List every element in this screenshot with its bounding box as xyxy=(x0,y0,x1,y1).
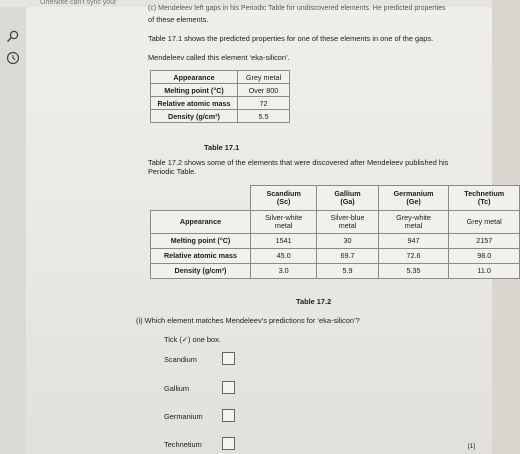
column-symbol: (Tc) xyxy=(477,197,491,206)
column-symbol: (Ga) xyxy=(340,197,355,206)
intro-cut-line: (c) Mendeleev left gaps in his Periodic Table for undiscovered elements. He predicted properties xyxy=(148,5,446,12)
column-name: Germanium xyxy=(393,189,434,198)
tick-box-technetium[interactable] xyxy=(222,437,235,450)
table-row xyxy=(151,234,520,249)
paragraph-table1-intro: Table 17.1 shows the predicted properties for one of these elements in one of the gaps. xyxy=(148,34,434,43)
table-cell xyxy=(317,211,378,234)
option-technetium-label: Technetium xyxy=(164,440,202,449)
column-symbol: (Ge) xyxy=(406,197,421,206)
document-page xyxy=(26,5,505,454)
column-symbol: (Sc) xyxy=(276,197,291,206)
table-header-cell: Density (g/cm³) xyxy=(151,264,251,279)
column-header-technetium xyxy=(449,186,520,211)
column-header-scandium xyxy=(251,186,317,211)
table-17-1 xyxy=(150,70,290,123)
table-cell: 5.5 xyxy=(238,110,290,123)
table-header-cell: Melting point (°C) xyxy=(151,234,251,249)
table-cell: Grey metal xyxy=(238,71,290,84)
table-row xyxy=(151,186,520,211)
search-icon[interactable] xyxy=(6,29,20,43)
table-row xyxy=(151,71,290,84)
table-row xyxy=(151,211,520,234)
table-17-1-caption: Table 17.1 xyxy=(204,143,240,152)
table-cell: 72 xyxy=(238,97,290,110)
cell-line: Silver-white xyxy=(265,213,303,222)
question-instruction: Tick (✓) one box. xyxy=(164,335,221,344)
table-17-2 xyxy=(150,185,520,279)
table-cell xyxy=(251,211,317,234)
marks-indicator: [1] xyxy=(468,443,476,450)
cell-line: metal xyxy=(404,221,423,230)
sync-status-text: OneNote can't sync your xyxy=(40,0,117,6)
left-toolbar xyxy=(0,7,26,454)
column-name: Scandium xyxy=(266,189,301,198)
table-header-cell: Melting point (°C) xyxy=(151,84,238,97)
table-corner-cell xyxy=(151,186,251,211)
option-scandium-label: Scandium xyxy=(164,355,197,364)
question-text: (i) Which element matches Mendeleev’s predictions for ‘eka-silicon’? xyxy=(136,316,360,325)
table-cell: 2157 xyxy=(449,234,520,249)
option-germanium-label: Germanium xyxy=(164,412,203,421)
table-cell: 1541 xyxy=(251,234,317,249)
intro-line: of these elements. xyxy=(148,15,209,24)
table-row xyxy=(151,264,520,279)
table-cell: 98.0 xyxy=(449,249,520,264)
paragraph-table2-intro-1: Table 17.2 shows some of the elements that were discovered after Mendeleev published his xyxy=(148,158,449,167)
cell-line: metal xyxy=(274,221,293,230)
table-cell: 3.0 xyxy=(251,264,317,279)
clock-icon[interactable] xyxy=(6,51,20,65)
table-cell: Grey metal xyxy=(449,211,520,234)
tick-box-scandium[interactable] xyxy=(222,352,235,365)
paragraph-eka-silicon: Mendeleev called this element ‘eka-silicon’. xyxy=(148,53,290,62)
cell-line: metal xyxy=(338,221,357,230)
column-name: Technetium xyxy=(464,189,505,198)
table-header-cell: Appearance xyxy=(151,211,251,234)
table-cell: 11.0 xyxy=(449,264,520,279)
table-cell: 947 xyxy=(378,234,449,249)
table-cell: Over 800 xyxy=(238,84,290,97)
table-cell: 5.35 xyxy=(378,264,449,279)
table-17-2-caption: Table 17.2 xyxy=(296,297,332,306)
table-header-cell: Relative atomic mass xyxy=(151,97,238,110)
table-row xyxy=(151,84,290,97)
table-cell: 5.9 xyxy=(317,264,378,279)
paragraph-table2-intro-2: Periodic Table. xyxy=(148,167,197,176)
cell-line: Grey-white xyxy=(396,213,431,222)
column-name: Gallium xyxy=(334,189,361,198)
cell-line: Silver-blue xyxy=(330,213,365,222)
table-cell: 69.7 xyxy=(317,249,378,264)
tick-box-germanium[interactable] xyxy=(222,409,235,422)
table-row xyxy=(151,97,290,110)
column-header-gallium xyxy=(317,186,378,211)
table-cell: 30 xyxy=(317,234,378,249)
table-cell: 45.0 xyxy=(251,249,317,264)
table-cell: 72.6 xyxy=(378,249,449,264)
table-row xyxy=(151,249,520,264)
table-header-cell: Relative atomic mass xyxy=(151,249,251,264)
table-header-cell: Appearance xyxy=(151,71,238,84)
table-cell xyxy=(378,211,449,234)
option-gallium-label: Gallium xyxy=(164,384,190,393)
tick-box-gallium[interactable] xyxy=(222,381,235,394)
table-header-cell: Density (g/cm³) xyxy=(151,110,238,123)
table-row xyxy=(151,110,290,123)
column-header-germanium xyxy=(378,186,449,211)
